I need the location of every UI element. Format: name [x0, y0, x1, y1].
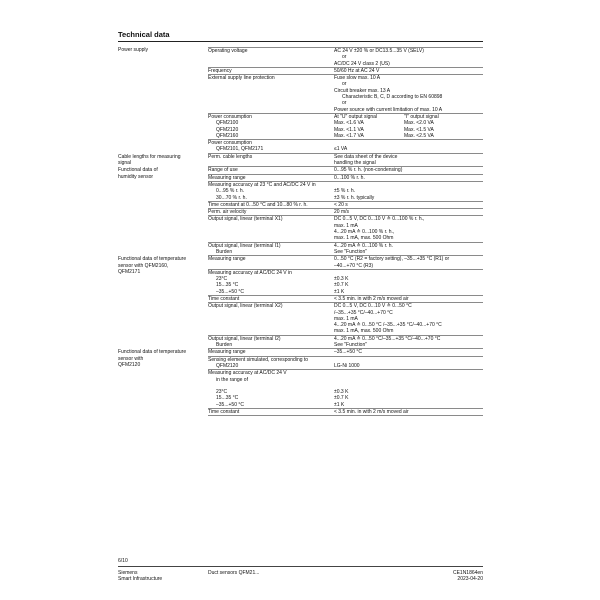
spec-value-line: 0...95 % r. h. (non-condensing)	[334, 167, 403, 174]
spec-value-line: ≤1 VA	[334, 146, 348, 153]
spec-value	[334, 370, 483, 408]
section-label	[118, 154, 204, 167]
footer-company: Siemens	[118, 570, 138, 576]
section-label-line: Power supply	[118, 47, 149, 53]
spec-parameter	[208, 209, 334, 215]
spec-value	[334, 140, 483, 153]
title-divider	[118, 41, 483, 42]
spec-value-line: ±1 K	[334, 401, 345, 408]
spec-value-line: ±0.3 K	[334, 276, 349, 283]
section-label-line: signal	[118, 160, 132, 167]
spec-value-line: < 3.5 min. in with 2 m/s moved air	[334, 295, 409, 302]
spec-row	[208, 154, 483, 168]
spec-row	[208, 409, 483, 416]
spec-value	[334, 270, 483, 295]
footer-division: Smart Infrastructure	[118, 576, 163, 583]
spec-value-line: 4...20 mA ≙ 0...50 °C /–35...+35 °C/–40...+70 °C	[334, 322, 442, 329]
footer-date: 2023-04-20	[457, 576, 483, 583]
spec-parameter	[208, 140, 334, 153]
spec-parameter	[208, 270, 334, 295]
spec-row	[208, 216, 483, 242]
u-output-value: Max. <1.1 VA	[334, 126, 364, 133]
section-label-line: Functional data of	[118, 167, 158, 174]
u-output-value: Max. <1.7 VA	[334, 132, 364, 139]
spec-row	[208, 270, 483, 296]
page-number: 6/10	[118, 558, 128, 564]
i-output-value: Max. <1.5 VA	[404, 126, 434, 133]
spec-value-pair	[334, 133, 483, 139]
spec-row	[208, 140, 483, 154]
spec-row	[208, 357, 483, 371]
spec-value-line: 0...50 °C (R2 = factory setting), –35...+35 °C (R1) or	[334, 256, 450, 263]
spec-parameter	[208, 303, 334, 334]
spec-value-line: Fuse slow max. 10 A	[334, 75, 381, 82]
spec-parameter-line: Output signal, linear (terminal X2)	[208, 303, 283, 310]
spec-parameter-line: 23°C	[216, 389, 228, 396]
spec-parameter-line: QFM2120	[216, 126, 239, 133]
spec-parameter-line: Time constant	[208, 295, 240, 302]
spec-row	[208, 182, 483, 202]
spec-value-line: 4...20 mA ≙ 0...100 % r. h.	[334, 242, 393, 249]
spec-value-line: or	[342, 100, 347, 107]
spec-value	[334, 296, 483, 302]
section-label-line: QFM2171	[118, 268, 141, 275]
spec-value	[334, 202, 483, 208]
spec-section	[0, 167, 600, 256]
spec-parameter-line: Sensing element simulated, corresponding to	[208, 356, 309, 363]
spec-parameter	[208, 357, 334, 370]
spec-value-line: 50/60 Hz at AC 24 V	[334, 67, 380, 74]
spec-parameter-line: QFM2160	[216, 132, 239, 139]
spec-parameter-line: –35...+50 °C	[216, 401, 244, 408]
spec-section	[0, 349, 600, 416]
spec-value-line: /–35...+35 °C/–40...+70 °C	[334, 309, 393, 316]
spec-value-line: ±3 % r. h. typically	[334, 194, 375, 201]
spec-parameter	[208, 68, 334, 74]
spec-value-line: DC 0...5 V, DC 0...10 V ≙ 0...100 % r. h.,	[334, 216, 425, 223]
spec-value-line: max. 1 mA	[334, 222, 358, 229]
section-label-line: sensor with QFM2160,	[118, 262, 169, 269]
spec-parameter-line: 15...35 °C	[216, 282, 239, 289]
u-output-value: At "U" output signal	[334, 113, 378, 120]
spec-parameter-line: Measuring accuracy at AC/DC 24 V	[208, 370, 287, 377]
spec-value	[334, 357, 483, 370]
spec-parameter-line: Output signal, linear (terminal I2)	[208, 335, 281, 342]
spec-section	[0, 154, 600, 168]
spec-row	[208, 202, 483, 209]
spec-parameter	[208, 114, 334, 139]
technical-data-table	[0, 47, 600, 416]
spec-value	[334, 154, 483, 167]
spec-parameter-line: Perm. air velocity	[208, 209, 247, 216]
spec-value-line: ±0.7 K	[334, 395, 349, 402]
section-label-line: sensor with	[118, 355, 144, 362]
spec-value-line: max. 1 mA, max. 500 Ohm	[334, 235, 394, 242]
spec-section	[0, 256, 600, 349]
spec-value-line: –40...+70 °C (R3)	[334, 262, 374, 269]
section-label-line: humidity sensor	[118, 173, 154, 180]
spec-value	[334, 114, 483, 139]
spec-parameter	[208, 216, 334, 241]
spec-value	[334, 75, 483, 113]
spec-value	[334, 209, 483, 215]
spec-value	[334, 68, 483, 74]
spec-value-line: ±0.3 K	[334, 389, 349, 396]
spec-parameter	[208, 256, 334, 269]
spec-parameter-line: External supply line protection	[208, 75, 275, 82]
spec-parameter-line: Burden	[216, 342, 233, 349]
spec-value-line: < 20 s	[334, 201, 348, 208]
spec-parameter	[208, 182, 334, 201]
spec-value	[334, 182, 483, 201]
spec-value	[334, 175, 483, 181]
i-output-value: Max. <2.0 VA	[404, 120, 434, 127]
footer-company-block	[118, 570, 162, 583]
spec-parameter-line: Frequency	[208, 67, 232, 74]
spec-value-line: 4...20 mA ≙ 0...100 % r. h.,	[334, 229, 395, 236]
spec-value-line: See "Function"	[334, 248, 368, 255]
spec-value-line: or	[342, 54, 347, 61]
spec-parameter	[208, 409, 334, 415]
i-output-value: "I" output signal	[404, 113, 439, 120]
spec-value	[334, 256, 483, 269]
spec-parameter	[208, 75, 334, 113]
spec-parameter-line: Output signal, linear (terminal X1)	[208, 216, 283, 223]
spec-value-line: 0...100 % r. h.	[334, 174, 365, 181]
spec-value	[334, 216, 483, 241]
spec-parameter-line: QFM2100	[216, 120, 239, 127]
spec-parameter-line: 30...70 % r. h.	[216, 194, 247, 201]
spec-parameter	[208, 167, 334, 173]
spec-parameter	[208, 370, 334, 408]
section-label-line: Functional data of temperature	[118, 256, 187, 263]
section-label-line: QFM2120	[118, 361, 141, 368]
spec-row	[208, 75, 483, 114]
i-output-value: Max. <2.5 VA	[404, 132, 434, 139]
spec-parameter-line: QFM2101, QFM2171	[216, 146, 264, 153]
spec-parameter-line: Perm. cable lengths	[208, 153, 253, 160]
spec-parameter-line: 0...95 % r. h.	[216, 188, 245, 195]
spec-row	[208, 175, 483, 182]
section-label	[118, 47, 204, 53]
spec-row	[208, 68, 483, 75]
spec-section	[0, 47, 600, 154]
spec-parameter	[208, 349, 334, 355]
spec-value-line: DC 0...5 V, DC 0...10 V ≙ 0...50 °C	[334, 303, 412, 310]
spec-value	[334, 409, 483, 415]
spec-parameter-line: –35...+50 °C	[216, 288, 244, 295]
spec-parameter-line: Measuring range	[208, 174, 246, 181]
section-label	[118, 167, 204, 180]
spec-parameter-line: 23°C	[216, 276, 228, 283]
spec-value-line: LG-Ni 1000	[334, 362, 360, 369]
spec-parameter	[208, 336, 334, 349]
spec-value	[334, 303, 483, 334]
spec-parameter-line: Output signal, linear (terminal I1)	[208, 242, 281, 249]
spec-value	[334, 167, 483, 173]
spec-value-line: ±1 K	[334, 288, 345, 295]
spec-parameter-line: Time constant at 0...50 °C and 10...80 % r. h.	[208, 201, 308, 208]
spec-parameter-line: Operating voltage	[208, 48, 248, 54]
spec-value-line: ±0.7 K	[334, 282, 349, 289]
spec-row	[208, 303, 483, 335]
spec-parameter-line: Burden	[216, 248, 233, 255]
spec-row	[208, 243, 483, 257]
spec-row	[208, 370, 483, 409]
page-title: Technical data	[118, 30, 170, 39]
spec-value-line: handling the signal	[334, 160, 376, 167]
footer-doc-block	[383, 570, 483, 583]
spec-value-line: AC/DC 24 V class 2 (US)	[334, 60, 390, 67]
spec-row	[208, 349, 483, 356]
spec-value	[334, 243, 483, 256]
section-label-line: Cable lengths for measuring	[118, 153, 181, 160]
spec-parameter-line: QFM2120	[216, 362, 239, 369]
spec-row	[208, 167, 483, 174]
spec-value	[334, 336, 483, 349]
spec-value-line: See data sheet of the device	[334, 153, 398, 160]
spec-parameter-line: Measuring range	[208, 256, 246, 263]
spec-parameter	[208, 154, 334, 167]
spec-parameter-line: Power consumption	[208, 113, 252, 120]
section-label	[118, 349, 204, 368]
spec-value-line: See "Function"	[334, 342, 368, 349]
spec-value-line: Circuit breaker max. 13 A	[334, 87, 391, 94]
spec-value-line: Characteristic B, C, D according to EN 60898	[342, 94, 443, 101]
spec-parameter-line: Measuring accuracy at AC/DC 24 V in	[208, 269, 292, 276]
spec-row	[208, 114, 483, 140]
spec-value-line: or	[342, 81, 347, 88]
spec-parameter-line: in the range of	[216, 376, 248, 383]
spec-value-line: AC 24 V ±20 % or DC13.5...35 V (SELV)	[334, 48, 424, 54]
spec-parameter	[208, 296, 334, 302]
spec-row	[208, 336, 483, 350]
spec-value-line: Power source with current limitation of max. 10 A	[334, 106, 443, 113]
footer-product: Duct sensors QFM21...	[208, 570, 260, 576]
footer-divider	[118, 566, 483, 567]
spec-parameter-line: Range of use	[208, 167, 238, 174]
spec-parameter	[208, 243, 334, 256]
u-output-value: Max. <1.6 VA	[334, 120, 364, 127]
spec-parameter-line: Measuring accuracy at 23 °C and AC/DC 24 V in	[208, 181, 316, 188]
section-label	[118, 256, 204, 275]
spec-parameter	[208, 202, 334, 208]
spec-value-line: max. 1 mA, max. 500 Ohm	[334, 328, 394, 335]
spec-value	[334, 349, 483, 355]
spec-value-line: ±5 % r. h.	[334, 188, 356, 195]
spec-parameter-line: Measuring range	[208, 349, 246, 356]
spec-parameter	[208, 48, 334, 67]
spec-value	[334, 48, 483, 67]
spec-parameter-line: Power consumption	[208, 140, 252, 147]
spec-value-line: max. 1 mA	[334, 315, 358, 322]
footer-doc-id: CE1N1864en	[452, 570, 483, 576]
spec-value-line: 20 m/s	[334, 209, 350, 216]
spec-value-line: < 3.5 min. in with 2 m/s moved air	[334, 409, 409, 416]
spec-row	[208, 47, 483, 68]
spec-value-line: 4...20 mA ≙ 0...50 °C/–35...+35 °C/–40...+70 °C	[334, 335, 441, 342]
spec-parameter	[208, 175, 334, 181]
spec-parameter-line: 15...35 °C	[216, 395, 239, 402]
section-label-line: Functional data of temperature	[118, 349, 187, 356]
spec-value-line: –35...+50 °C	[334, 349, 362, 356]
spec-row	[208, 256, 483, 270]
spec-parameter-line: Time constant	[208, 409, 240, 416]
